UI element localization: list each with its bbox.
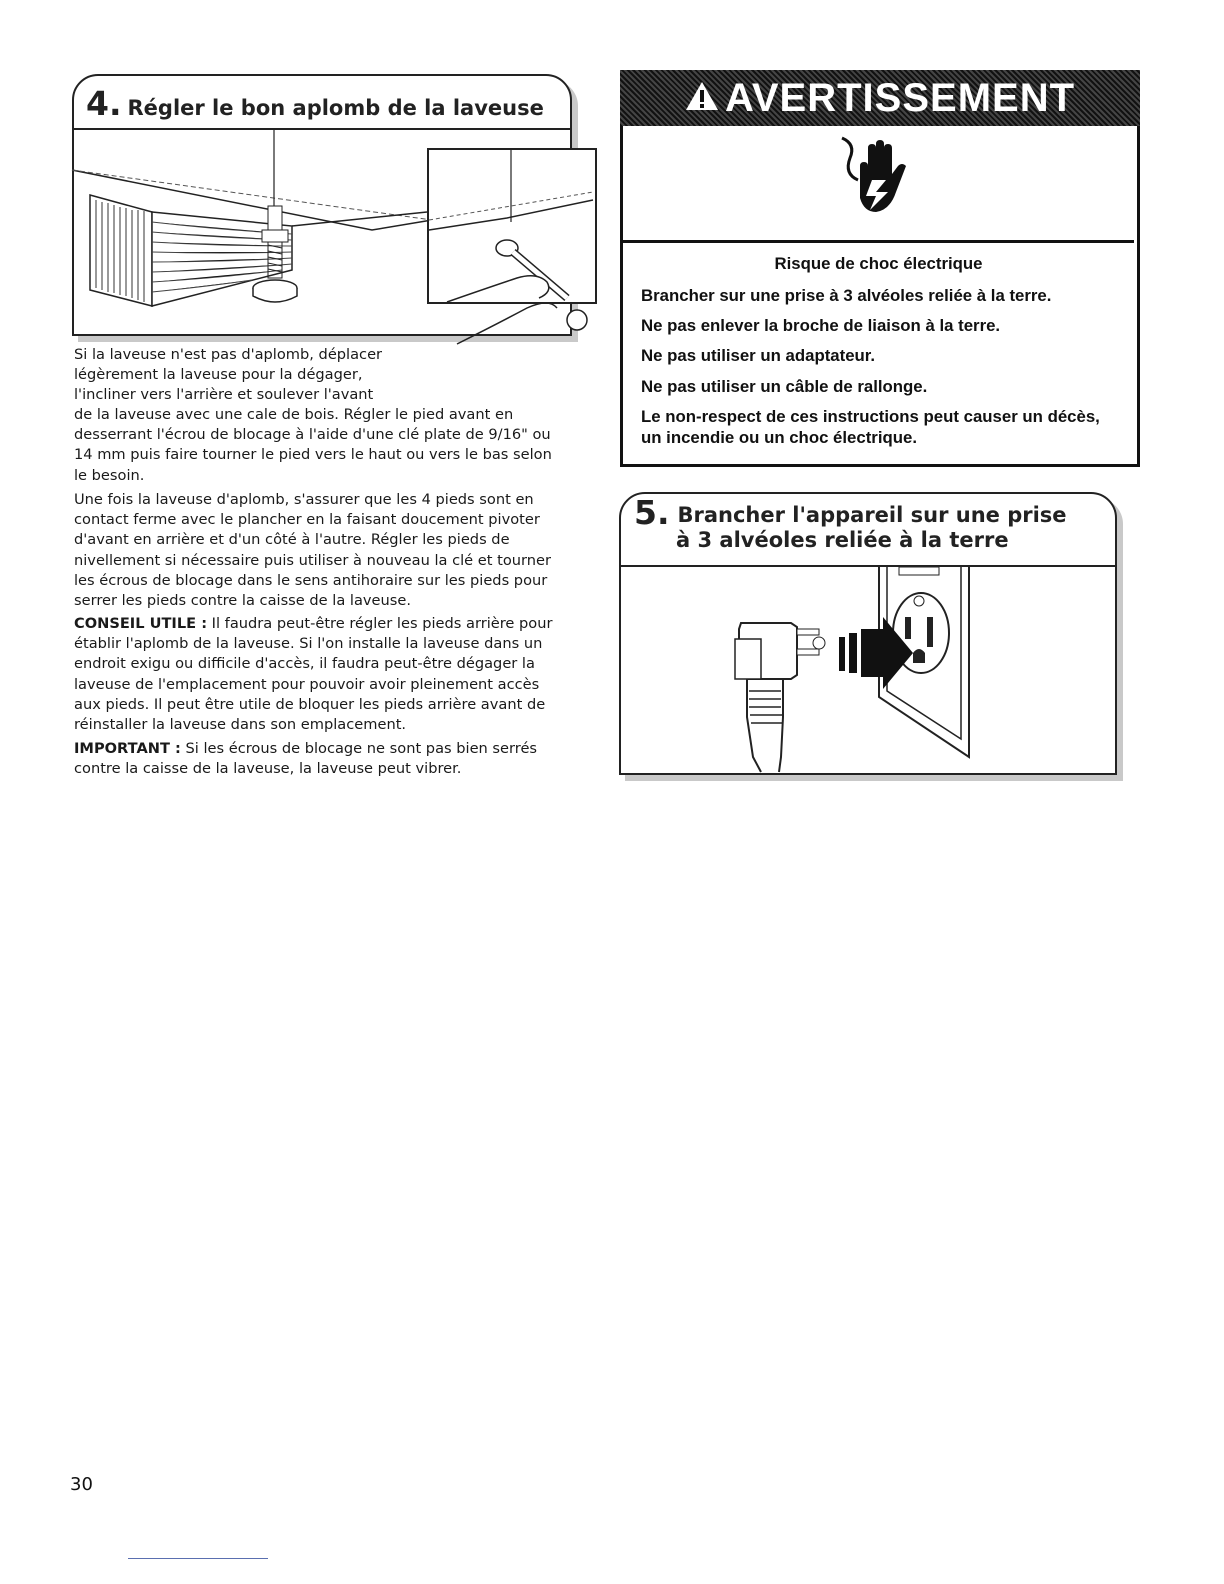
step5-title-line1: Brancher l'appareil sur une prise [677, 503, 1067, 527]
electric-shock-hand-icon [836, 134, 916, 226]
warning-header [620, 70, 1140, 126]
step5-heading [634, 493, 1067, 553]
tip-text: Il faudra peut-être régler les pieds arrière pour établir l'aplomb de la laveuse. Si l'on installe la laveuse dans un endroit exigu ou difficile d'accès, il faudra peut-être dégager la laveuse de l'emplacement pour pouvoir avoir pleinement accès aux pieds. Il peut être utile de bloquer les pieds arrière avant de réinstaller la laveuse dans son emplacement. [74, 615, 553, 734]
warning-title-row [620, 76, 1140, 121]
tip-label: CONSEIL UTILE : [74, 615, 208, 632]
warning-line-3: Ne pas utiliser un adaptateur. [641, 346, 876, 365]
step4-paragraph-1b: de la laveuse avec une cale de bois. Régler le pied avant en desserrant l'écrou de blocage à l'aide d'une clé plate de 9/16" ou 14 mm puis faire tourner le pied vers le haut ou vers le bas selon le besoin. [74, 406, 552, 484]
plug-outlet-illustration [621, 567, 1113, 772]
warning-line-1: Brancher sur une prise à 3 alvéoles reliée à la terre. [641, 286, 1052, 305]
important-text: Si les écrous de blocage ne sont pas bien serrés contre la caisse de la laveuse, la laveuse peut vibrer. [74, 740, 538, 778]
warning-title: AVERTISSEMENT [724, 76, 1076, 120]
warning-line-2: Ne pas enlever la broche de liaison à la terre. [641, 316, 1001, 335]
step5-title-line2: à 3 alvéoles reliée à la terre [676, 528, 1009, 552]
step5-number: 5. [634, 493, 670, 532]
plug-icon [735, 623, 825, 772]
footer-rule [128, 1558, 268, 1559]
page-number: 30 [70, 1474, 93, 1495]
step4-title: Régler le bon aplomb de la laveuse [127, 96, 544, 120]
step4-paragraph-2: Une fois la laveuse d'aplomb, s'assurer que les 4 pieds sont en contact ferme avec le plancher en la faisant doucement pivoter d'avant en arrière et d'un côté à l'autre. Régler les pieds de nivellement si nécessaire puis utiliser à nouveau la clé et tourner les écrous de blocage dans le sens antihoraire sur les pieds pour serrer les pieds contre la caisse de la laveuse. [74, 491, 552, 610]
step4-heading [86, 84, 544, 123]
warning-line-4: Ne pas utiliser un câble de rallonge. [641, 377, 928, 396]
step4-important [74, 739, 564, 779]
step4-paragraph-1a: Si la laveuse n'est pas d'aplomb, déplacer légèrement la laveuse pour la dégager, l'incliner vers l'arrière et soulever l'avant [74, 346, 383, 404]
wrench-inset-illustration [427, 148, 595, 302]
step4-number: 4. [86, 84, 122, 123]
important-label: IMPORTANT : [74, 740, 181, 757]
warning-subtitle: Risque de choc électrique [774, 254, 983, 273]
warning-triangle-icon [685, 81, 719, 111]
warning-divider [623, 240, 1134, 243]
warning-line-5: Le non-respect de ces instructions peut causer un décès, un incendie ou un choc électrique. [641, 407, 1100, 447]
step4-tip [74, 614, 564, 735]
